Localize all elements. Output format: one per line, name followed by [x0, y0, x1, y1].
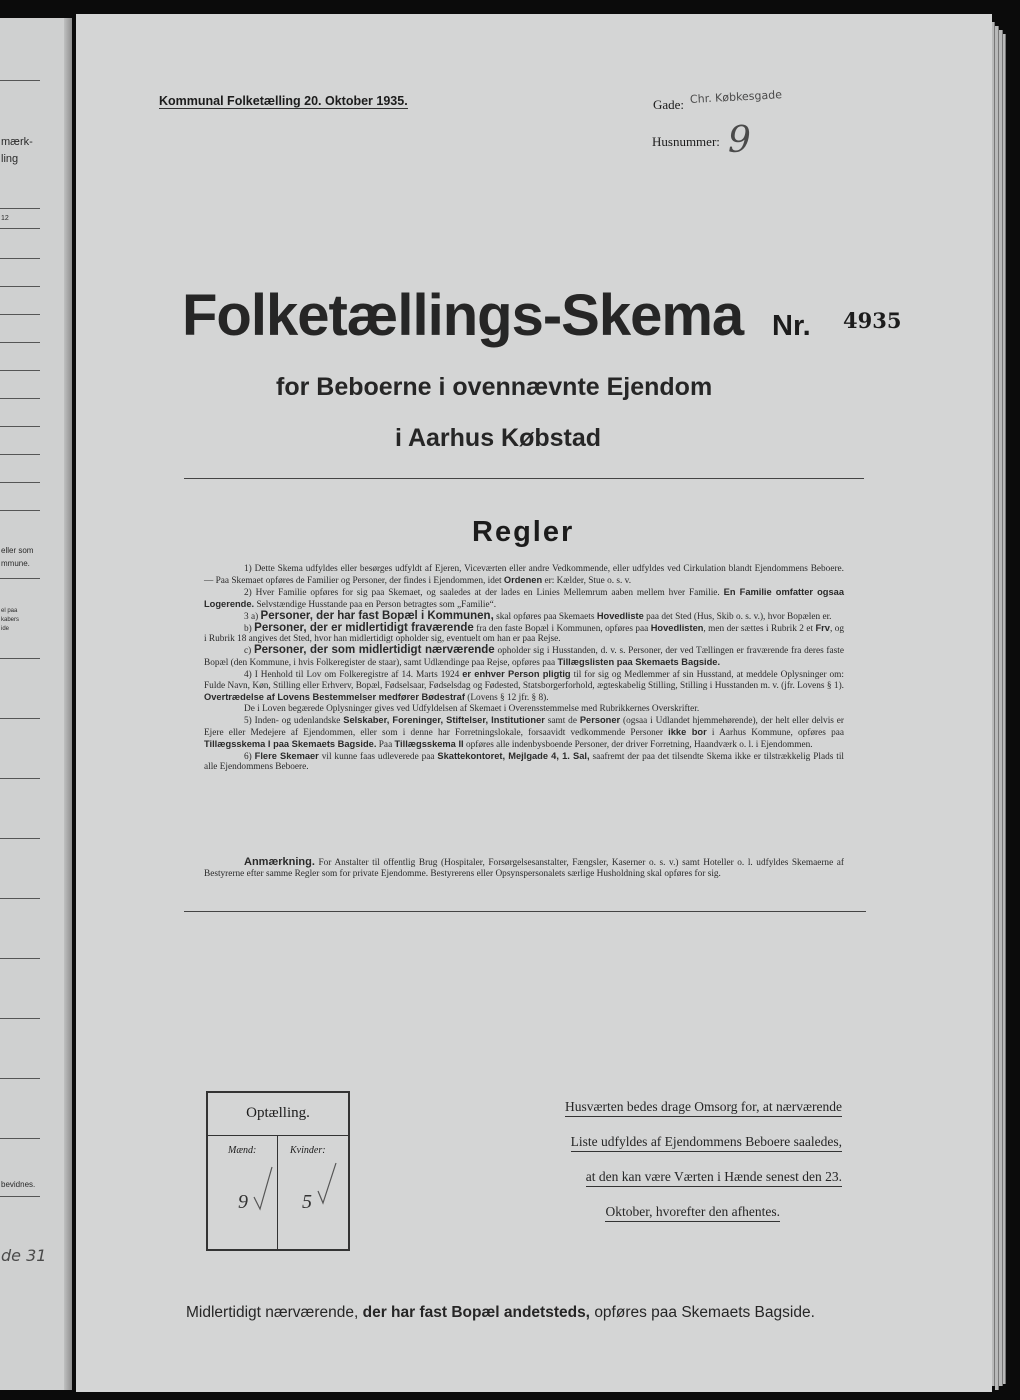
divider — [0, 718, 40, 719]
divider — [277, 1135, 278, 1249]
divider — [0, 482, 40, 483]
house-number-label: Husnummer: — [652, 134, 720, 149]
form-location: i Aarhus Købstad — [395, 424, 602, 452]
form-subtitle: for Beboerne i ovennævnte Ejendom — [276, 373, 713, 401]
divider — [0, 286, 40, 287]
left-page-handwriting: de 31 — [1, 1246, 47, 1265]
left-page-text: mmune. — [1, 559, 30, 568]
rule-1: 1) Dette Skema udfyldes eller besørges udfyldt af Ejeren, Viceværten eller andre Vedkommende, eller udfyldes ved Cirkulation blandt Ejendommens Beboere. — Paa Skemaet opføres de Familier og Personer, der findes i Ejendommen, idet Ordenen er: Kælder, Stue o. s. v. — [204, 564, 844, 586]
landlord-note-line: Liste udfyldes af Ejendommens Beboere saaledes, — [571, 1134, 842, 1152]
left-page-text: bevidnes. — [1, 1180, 36, 1189]
street-label: Gade: — [653, 97, 685, 112]
page-edge — [1003, 34, 1006, 1384]
men-label: Mænd: — [228, 1145, 257, 1156]
footer-note: Midlertidigt nærværende, der har fast Bopæl andetsteds, opføres paa Skemaets Bagside. — [186, 1304, 815, 1321]
house-number-value: 9 — [728, 120, 751, 161]
women-count: 5 — [302, 1191, 312, 1213]
divider — [0, 958, 40, 959]
census-header: Kommunal Folketælling 20. Oktober 1935. — [159, 94, 408, 108]
rule-3c: c) Personer, der som midlertidigt nærværende opholder sig i Husstanden, d. v. s. Personer, der ved Tællingen er fraværende fra deres faste Bopæl (den Kommune, i hvis Folkeregister de staar), samt Udlændinge paa Rejse, opføres paa Tillægslisten paa Skemaets Bagside. — [204, 644, 844, 669]
divider — [184, 911, 866, 912]
divider — [0, 208, 40, 209]
left-page-text: 12 — [1, 215, 9, 222]
rule-6: 6) Flere Skemaer vil kunne faas udleverede paa Skattekontoret, Mejlgade 4, 1. Sal, saafremt der paa det tilsendte Skema ikke er tilstrækkelig Plads til alle Ejendommens Beboere. — [204, 750, 844, 773]
rule-3b: b) Personer, der er midlertidigt fraværende fra den faste Bopæl i Kommunen, opføres paa Hovedlisten, men der sættes i Rubrik 2 et Frv, og i Rubrik 18 angives det Sted, hvor han midlertidigt opholder sig, eventuelt om han er paa Rejse. — [204, 621, 844, 645]
divider — [0, 314, 40, 315]
rules-heading: Regler — [472, 516, 575, 548]
divider — [0, 80, 40, 81]
divider — [208, 1135, 348, 1136]
rule-3a: 3 a) Personer, der har fast Bopæl i Kommunen, skal opføres paa Skemaets Hovedliste paa det Sted (Hus, Skib o. s. v.), hvor Bopælen er. — [244, 609, 832, 622]
divider — [0, 1078, 40, 1079]
divider — [0, 1018, 40, 1019]
divider — [0, 898, 40, 899]
rules-text — [204, 564, 844, 773]
divider — [0, 370, 40, 371]
count-box-title: Optælling. — [246, 1105, 310, 1121]
left-page-text: el paa — [1, 608, 18, 614]
divider — [0, 778, 40, 779]
street-value: Chr. Købkesgade — [689, 88, 783, 106]
landlord-note-line: Husværten bedes drage Omsorg for, at nærværende — [565, 1099, 842, 1117]
left-page-text: ide — [1, 626, 10, 632]
divider — [0, 342, 40, 343]
checkmark-icon — [316, 1161, 338, 1207]
divider — [0, 578, 40, 579]
left-page-text: ling — [1, 153, 19, 165]
form-title: Folketællings-Skema — [182, 283, 744, 348]
rule-4: 4) I Henhold til Lov om Folkeregistre af 14. Marts 1924 er enhver Person pligtig til for sig og Medlemmer af sin Husstand, at meddele Oplysninger om: Fulde Navn, Køn, Stilling eller Erhverv, Bopæl, Fødselsaar, Fødselsdag og Fødested, Statsborgerforhold, ægteskabelig Stilling, Stilling i Husstanden m. v. (jfr. Lovens § 1). Overtrædelse af Lovens Bestemmelser medfører Bødestraf (Lovens § 12 jfr. § 8). — [204, 669, 844, 703]
divider — [0, 454, 40, 455]
landlord-note-line: at den kan være Værten i Hænde senest den 23. — [586, 1169, 842, 1187]
left-page-fragment — [0, 18, 72, 1390]
divider — [0, 838, 40, 839]
left-page-text: kabers — [1, 617, 20, 623]
divider — [0, 1196, 40, 1197]
anmaerkning-note — [204, 857, 844, 880]
form-number-label: Nr. — [772, 310, 811, 342]
divider — [0, 398, 40, 399]
divider — [0, 658, 40, 659]
landlord-note-line: Oktober, hvorefter den afhentes. — [605, 1204, 780, 1222]
men-count: 9 — [238, 1191, 248, 1213]
form-number-value: 4935 — [843, 308, 902, 333]
count-box — [206, 1091, 350, 1251]
checkmark-icon — [252, 1165, 274, 1211]
divider — [0, 228, 40, 229]
book-spine — [64, 18, 72, 1390]
women-label: Kvinder: — [290, 1145, 326, 1156]
divider — [0, 1138, 40, 1139]
rule-5: 5) Inden- og udenlandske Selskaber, Foreninger, Stiftelser, Institutioner samt de Personer (ogsaa i Udlandet hjemmehørende), der helt eller delvis er Ejere eller Medejere af Ejendommen, eller som i denne har Forretningslokale, forsaavidt vedkommende Personer ikke bor i Aarhus Kommune, opføres paa Tillægsskema I paa Skemaets Bagside. Paa Tillægsskema II opføres alle indenbysboende Personer, der driver Forretning, Haandværk o. l. i Ejendommen. — [204, 714, 844, 750]
census-form-page — [76, 14, 992, 1392]
divider — [184, 478, 864, 479]
divider — [0, 258, 40, 259]
anmaerkning-text: For Anstalter til offentlig Brug (Hospitaler, Forsørgelsesanstalter, Fængsler, Kaserner o. s. v.) samt Hoteller o. l. udfyldes Skemaerne af Bestyrerne efter samme Regler som for private Ejendomme. Bestyrerens eller Opsynspersonalets særlige Husholdning skal opføres for sig. — [204, 858, 844, 880]
left-page-text: eller som — [1, 546, 34, 555]
anmaerkning-label: Anmærkning. — [244, 856, 315, 868]
rule-4-cont: De i Loven begærede Oplysninger gives ved Udfyldelsen af Skemaet i Overensstemmelse med Rubrikkernes Overskrifter. — [244, 703, 700, 714]
rule-2: 2) Hver Familie opføres for sig paa Skemaet, og saaledes at der lades en Linies Mellemrum aaben mellem hver Familie. En Familie omfatter ogsaa Logerende. Selvstændige Husstande paa en Person betragtes som „Familie“. — [204, 586, 844, 610]
divider — [0, 510, 40, 511]
left-page-text: mærk- — [1, 136, 33, 148]
divider — [0, 426, 40, 427]
